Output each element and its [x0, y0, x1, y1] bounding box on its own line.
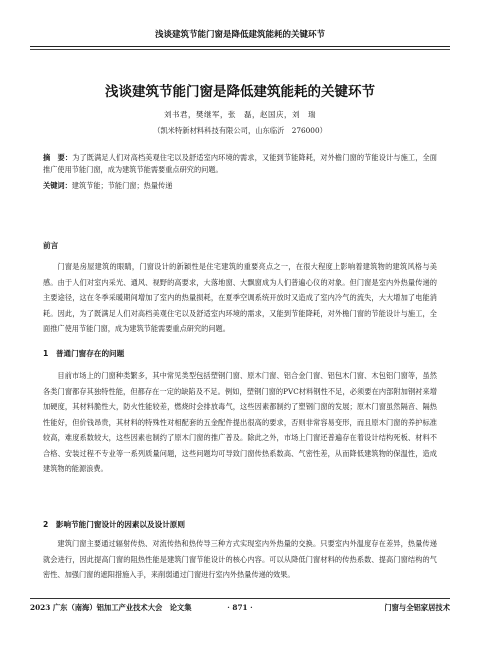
- paper-title: 浅谈建筑节能门窗是降低建筑能耗的关键环节: [105, 84, 375, 100]
- abstract-label: 摘 要：: [43, 153, 73, 162]
- section-text-1: 目前市场上的门窗种类繁多，其中常见类型包括塑钢门窗、原木门窗、铝合金门窗、铝包木门窗、木包铝门窗等，虽然各类门窗都存其独特性能，但都存在一定的缺陷及不足。例如，塑钢门窗的PVC材料钢性不足，必须要在内部附加钢衬来增加硬度，其材料脆性大，防火性能较差，燃烧时会排放毒气，这些因素都制约了塑钢门窗的发展；原木门窗虽然隔音、隔热性能好，但价钱昂贵，其材料的特殊性对相配套的五金配件提出很高的要求，否则非常容易变形，而且原木门窗的养护标准较高，难度系数较大，这些因素也制约了原木门窗的推广普及。除此之外，市场上门窗还普遍存在着设计结构死板、材料不合格、安装过程不专业等一系列质量问题，这些问题均可导致门窗传热系数高、气密性差，从而降低建筑物的保温性，造成建筑物的能源浪费。: [43, 371, 437, 473]
- affiliation: （凯米特新材料科技有限公司，山东临沂 276000）: [153, 126, 327, 135]
- keywords: [43, 180, 437, 192]
- keywords-text: 建筑节能；节能门窗；热量传递: [71, 181, 173, 190]
- page-footer: [30, 603, 450, 617]
- running-header: 浅谈建筑节能门窗是降低建筑能耗的关键环节: [154, 30, 325, 40]
- author-list: 刘书君，樊继军，张 磊，赵国庆，刘 瑞: [164, 110, 316, 119]
- section-heading-intro: 前言: [43, 241, 59, 250]
- footer-conference: 2023 广东（南海）铝加工产业技术大会 论文集: [30, 603, 192, 612]
- section-heading-2: 2 影响节能门窗设计的因素以及设计原则: [43, 520, 185, 529]
- section-text-2: 建筑门窗主要通过辐射传热、对流传热和热传导三种方式实现室内外热量的交换。只要室内外温度存在差异，热量传递就会进行，因此提高门窗的阻热性能是建筑门窗节能设计的核心内容。可以从降低门窗材料的传热系数、提高门窗结构的气密性、加强门窗的遮阳措施入手，来削弱通过门窗进行室内外热量传递的效果。: [43, 539, 437, 579]
- abstract: [43, 152, 437, 177]
- abstract-text: 为了既满足人们对高档美观住宅以及舒适室内环境的需求，又能到节能降耗，对外檐门窗的节能设计与施工，全面推广使用节能门窗，成为建筑节能需要重点研究的问题。: [43, 153, 437, 175]
- section-text-intro: 门窗是房屋建筑的眼睛，门窗设计的新颖性是住宅建筑的重要亮点之一，在很大程度上影响着建筑物的建筑风格与美感。由于人们对室内采光、通风、视野的高要求，大落地窗、大飘窗成为人们普遍心仪的对象。但门窗是室内外热量传递的主要途径，这在冬季采暖期间增加了室内的热量损耗，在夏季空调系统开放时又造成了室内冷气的流失，大大增加了电能消耗。因此，为了既满足人们对高档美观住宅以及舒适室内环境的需求，又能到节能降耗，对外檐门窗的节能设计与施工，全面推广使用节能门窗，成为建筑节能需要重点研究的问题。: [43, 262, 437, 333]
- page-number: · 871 ·: [227, 603, 253, 612]
- header-rule-thick: [30, 46, 450, 47]
- section-heading-1: 1 普通门窗存在的问题: [43, 349, 125, 358]
- keywords-label: 关键词：: [43, 181, 72, 190]
- header-rule-thin: [30, 49, 450, 50]
- footer-rule: [30, 598, 450, 599]
- footer-section: 门窗与全铝家居技术: [384, 603, 450, 612]
